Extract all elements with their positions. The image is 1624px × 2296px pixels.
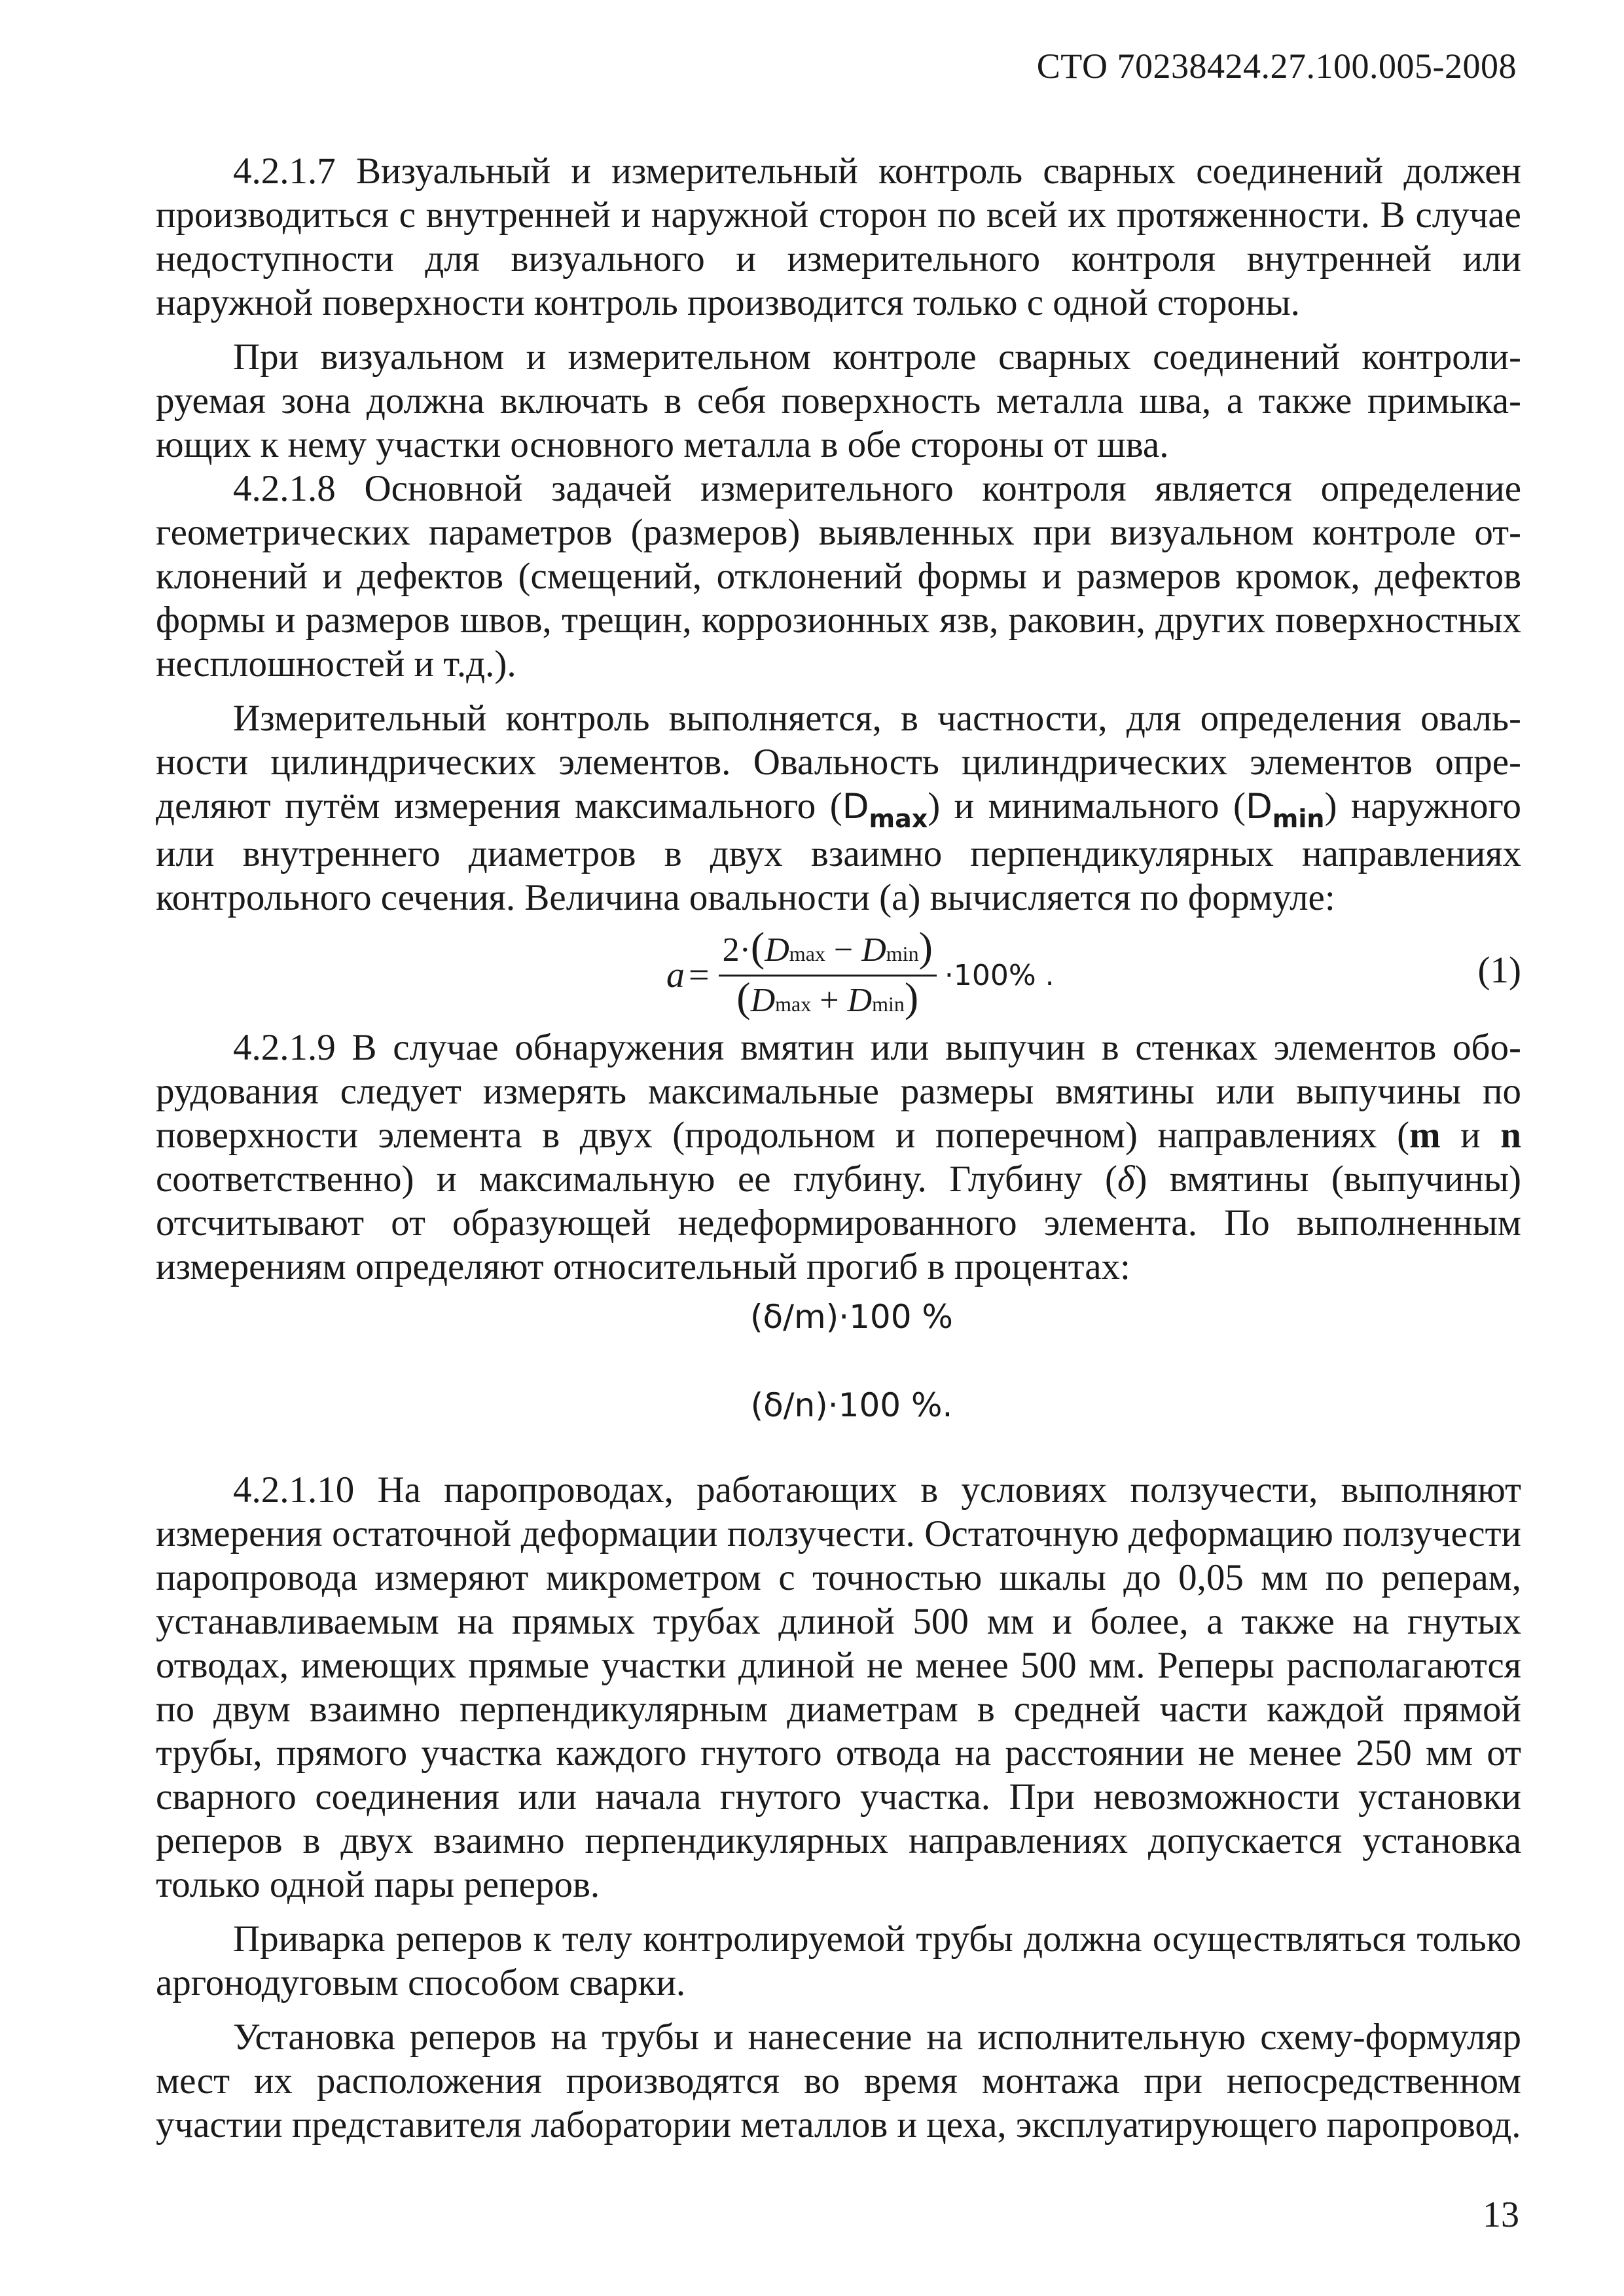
paragraph-welding-method: Приварка реперов к телу контролируемой трубы должна осуществляться только аргонодуговым способом сварки.	[156, 1918, 1521, 2003]
paragraph-4-2-1-7: 4.2.1.7 Визуальный и измерительный контроль сварных соединений должен производиться с внутренней и наружной сторон по всей их протяженности. В случае недоступности для визуального и измерительного контроля внутренней или наружной поверхности контроль производится только с одной стороны.	[156, 151, 1521, 323]
body-text	[156, 149, 1521, 2147]
equation-number: (1)	[1477, 950, 1521, 991]
formula-numerator: 2·(Dmax − Dmin)	[722, 924, 933, 970]
dmax-symbol: $D_{max}$	[842, 787, 928, 833]
ovality-text-3: ) наружного или внутреннего диаметров в двух взаимно перпендикулярных направлениях контрольного сечения. Величина овальности (а) вычисляется по формуле:	[156, 785, 1521, 918]
dmin-symbol: $D_{min}$	[1245, 787, 1325, 833]
paragraph-4-2-1-9: 4.2.1.9 В случае обнаружения вмятин или выпучин в стенках элементов оборудования следует измерять максимальные размеры вмятины или выпучины по поверхности элемента в двух (продольном и поперечном) направлениях (m и n соответственно) и максимальную ее глубину. Глубину (δ) вмятины (выпучины) отсчитывают от образующей недеформированного элемента. По выполненным измерениям определяют относительный прогиб в процентах:	[156, 1027, 1521, 1287]
symbol-delta: δ	[1117, 1158, 1135, 1200]
symbol-n: n	[1500, 1115, 1521, 1156]
paragraph-control-zone: При визуальном и измерительном контроле сварных соединений контролируемая зона должна включать в себя поверхность металла шва, а также примыкающих к нему участки основного металла в обе стороны от шва.	[156, 336, 1521, 465]
document-code-header: СТО 70238424.27.100.005-2008	[1036, 46, 1517, 86]
paragraph-4-2-1-8: 4.2.1.8 Основной задачей измерительного контроля является определение геометрических параметров (размеров) выявленных при визуальном контроле отклонений и дефектов (смещений, отклонений формы и размеров кромок, дефектов формы и размеров швов, трещин, коррозионных язв, раковин, других поверхностных несплошностей и т.д.).	[156, 468, 1521, 685]
deflection-formula-m: (δ/m)·100 %	[750, 1298, 953, 1336]
deflection-formula-n: (δ/n)·100 %.	[750, 1386, 953, 1424]
paragraph-ovality	[156, 696, 1521, 920]
ovality-text-1: Измерительный контроль выполняется, в частности, для определения овальности цилиндрических элементов. Овальность цилиндрических элементов определяют путём измерения максимального (	[156, 698, 1521, 827]
paragraph-installation: Установка реперов на трубы и нанесение на исполнительную схему-формуляр мест их расположения производятся во время монтажа при непосредственном участии представителя лаборатории металлов и цеха, эксплуатирующего паропровод.	[156, 2017, 1521, 2145]
formula-denominator: (Dmax + Dmin)	[736, 974, 919, 1020]
page-number: 13	[1483, 2195, 1519, 2235]
ovality-text-2: ) и минимального (	[928, 785, 1246, 827]
symbol-m: m	[1409, 1115, 1441, 1156]
formula-fraction	[719, 926, 937, 1025]
ovality-formula	[666, 926, 1055, 1025]
paragraph-4-2-1-10: 4.2.1.10 На паропроводах, работающих в условиях ползучести, выполняют измерения остаточной деформации ползучести. Остаточную деформацию ползучести паропровода измеряют микрометром с точностью шкалы до 0,05 мм по реперам, устанавливаемым на прямых трубах длиной 500 мм и более, а также на гнутых отводах, имеющих прямые участки длиной не менее 500 мм. Реперы располагаются по двум взаимно перпендикулярным диаметрам в средней части каждой прямой трубы, прямого участка каждого гнутого отвода на расстоянии не менее 250 мм от сварного соединения или начала гнутого участка. При невозможности установки реперов в двух взаимно перпендикулярных направлениях допускается установка только одной пары реперов.	[156, 1469, 1521, 1905]
formula-equals: =	[689, 955, 710, 996]
formula-percent: ·100% .	[944, 959, 1055, 992]
formula-lhs: a	[666, 955, 685, 996]
formula-1-row	[156, 924, 1521, 1022]
